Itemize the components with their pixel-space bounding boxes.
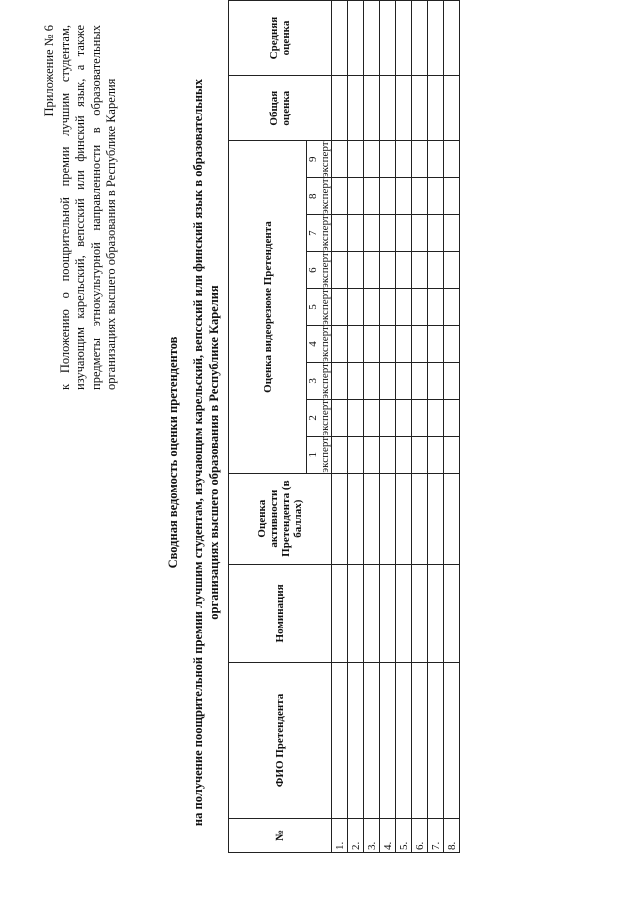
- table-cell: [444, 326, 460, 363]
- table-cell: [428, 252, 444, 289]
- table-cell: [396, 76, 412, 141]
- header-video-group: Оценка видеорезюме Претендента: [229, 141, 307, 473]
- table-cell: [396, 564, 412, 663]
- table-cell: [364, 289, 380, 326]
- table-cell: [412, 326, 428, 363]
- header-expert-8: 8 эксперт: [307, 178, 331, 215]
- table-cell: [364, 564, 380, 663]
- header-expert-2: 2 эксперт: [307, 400, 331, 436]
- table-cell: [364, 399, 380, 436]
- table-cell: [412, 252, 428, 289]
- row-number: 8.: [444, 818, 460, 852]
- table-cell: [428, 289, 444, 326]
- table-cell: [364, 215, 380, 252]
- table-cell: [380, 436, 396, 473]
- table-cell: [444, 76, 460, 141]
- table-cell: [412, 436, 428, 473]
- table-cell: [444, 289, 460, 326]
- table-cell: [396, 473, 412, 564]
- table-cell: [412, 76, 428, 141]
- table-cell: [332, 362, 348, 399]
- table-cell: [332, 564, 348, 663]
- table-cell: [348, 436, 364, 473]
- table-cell: [364, 1, 380, 76]
- table-cell: [380, 326, 396, 363]
- table-cell: [412, 663, 428, 818]
- table-cell: [332, 473, 348, 564]
- table-cell: [428, 326, 444, 363]
- table-cell: [380, 141, 396, 178]
- table-cell: [332, 436, 348, 473]
- table-cell: [444, 252, 460, 289]
- table-row: [396, 1, 412, 853]
- row-number: 6.: [412, 818, 428, 852]
- appendix-number: Приложение № 6: [42, 25, 56, 117]
- table-cell: [332, 215, 348, 252]
- table-cell: [332, 178, 348, 215]
- table-cell: [444, 1, 460, 76]
- table-cell: [380, 252, 396, 289]
- table-cell: [412, 215, 428, 252]
- table-cell: [428, 76, 444, 141]
- table-cell: [428, 215, 444, 252]
- table-cell: [444, 436, 460, 473]
- table-row: [412, 1, 428, 853]
- table-cell: [364, 141, 380, 178]
- table-cell: [396, 289, 412, 326]
- table-cell: [412, 141, 428, 178]
- row-number: 7.: [428, 818, 444, 852]
- document-subtitle: на получение поощрительной премии лучшим студентам, изучающим карельский, вепсский или финский язык в образовательных организациях высшего образования в Республике Карелия: [191, 78, 221, 827]
- table-cell: [412, 564, 428, 663]
- table-cell: [428, 473, 444, 564]
- table-cell: [348, 362, 364, 399]
- table-cell: [412, 178, 428, 215]
- table-cell: [396, 1, 412, 76]
- table-cell: [380, 178, 396, 215]
- row-number: 2.: [348, 818, 364, 852]
- table-cell: [348, 141, 364, 178]
- table-cell: [364, 362, 380, 399]
- table-cell: [428, 564, 444, 663]
- table-cell: [332, 76, 348, 141]
- table-cell: [332, 141, 348, 178]
- table-cell: [444, 362, 460, 399]
- table-cell: [380, 564, 396, 663]
- row-number: 4.: [380, 818, 396, 852]
- table-cell: [364, 178, 380, 215]
- table-cell: [444, 399, 460, 436]
- table-cell: [380, 289, 396, 326]
- header-expert-4: 4 эксперт: [307, 326, 331, 362]
- table-cell: [348, 663, 364, 818]
- table-cell: [348, 473, 364, 564]
- table-cell: [364, 473, 380, 564]
- table-cell: [380, 215, 396, 252]
- table-cell: [444, 178, 460, 215]
- header-name: ФИО Претендента: [229, 663, 332, 818]
- header-num: №: [229, 818, 332, 852]
- table-cell: [444, 564, 460, 663]
- table-cell: [332, 663, 348, 818]
- header-expert-3: 3 эксперт: [307, 363, 331, 399]
- table-cell: [428, 399, 444, 436]
- table-cell: [364, 326, 380, 363]
- table-cell: [412, 362, 428, 399]
- table-cell: [428, 436, 444, 473]
- table-cell: [332, 1, 348, 76]
- header-expert-5: 5 эксперт: [307, 289, 331, 325]
- table-cell: [396, 326, 412, 363]
- table-cell: [412, 1, 428, 76]
- table-cell: [396, 215, 412, 252]
- table-cell: [348, 1, 364, 76]
- appendix-text: к Положению о поощрительной премии лучшим студентам, изучающим карельский, вепсский или финский язык, а также предметы этнокультурной направленности в образовательных организациях высшего образования в Республике Карелия: [57, 25, 118, 390]
- table-cell: [364, 436, 380, 473]
- header-total: Общая оценка: [229, 76, 332, 141]
- table-cell: [444, 141, 460, 178]
- header-average: Средняя оценка: [229, 1, 332, 76]
- table-cell: [380, 473, 396, 564]
- row-number: 5.: [396, 818, 412, 852]
- row-number: 1.: [332, 818, 348, 852]
- table-cell: [396, 399, 412, 436]
- document-title: Сводная ведомость оценки претендентов: [166, 336, 180, 569]
- table-cell: [332, 326, 348, 363]
- table-row: [364, 1, 380, 853]
- header-nomination: Номинация: [229, 564, 332, 663]
- table-cell: [364, 252, 380, 289]
- table-row: [332, 1, 348, 853]
- table-cell: [428, 362, 444, 399]
- table-cell: [412, 473, 428, 564]
- table-cell: [412, 399, 428, 436]
- header-expert-6: 6 эксперт: [307, 252, 331, 288]
- table-cell: [364, 76, 380, 141]
- table-cell: [412, 289, 428, 326]
- table-cell: [380, 399, 396, 436]
- table-cell: [348, 326, 364, 363]
- table-cell: [396, 252, 412, 289]
- table-cell: [348, 215, 364, 252]
- table-cell: [396, 663, 412, 818]
- table-cell: [332, 289, 348, 326]
- table-cell: [348, 399, 364, 436]
- header-expert-1: 1 эксперт: [307, 436, 331, 473]
- table-row: [428, 1, 444, 853]
- header-activity: Оценка активности Претендента (в баллах): [229, 473, 332, 564]
- table-cell: [380, 362, 396, 399]
- table-cell: [348, 289, 364, 326]
- table-cell: [396, 362, 412, 399]
- table-cell: [428, 1, 444, 76]
- table-cell: [428, 141, 444, 178]
- appendix-block: [42, 25, 120, 390]
- table-cell: [380, 1, 396, 76]
- table-cell: [364, 663, 380, 818]
- table-cell: [348, 178, 364, 215]
- table-cell: [444, 473, 460, 564]
- table-cell: [348, 76, 364, 141]
- table-cell: [380, 663, 396, 818]
- table-cell: [348, 252, 364, 289]
- table-cell: [396, 141, 412, 178]
- table-cell: [396, 436, 412, 473]
- assessment-table: [228, 0, 460, 853]
- table-cell: [428, 178, 444, 215]
- table-cell: [444, 663, 460, 818]
- table-cell: [380, 76, 396, 141]
- header-expert-9: 9 эксперт: [307, 141, 331, 178]
- table-cell: [428, 663, 444, 818]
- table-row: [444, 1, 460, 853]
- header-expert-7: 7 эксперт: [307, 215, 331, 251]
- table-row: [348, 1, 364, 853]
- table-cell: [332, 252, 348, 289]
- table-cell: [348, 564, 364, 663]
- table-cell: [396, 178, 412, 215]
- table-cell: [444, 215, 460, 252]
- row-number: 3.: [364, 818, 380, 852]
- table-cell: [332, 399, 348, 436]
- table-row: [380, 1, 396, 853]
